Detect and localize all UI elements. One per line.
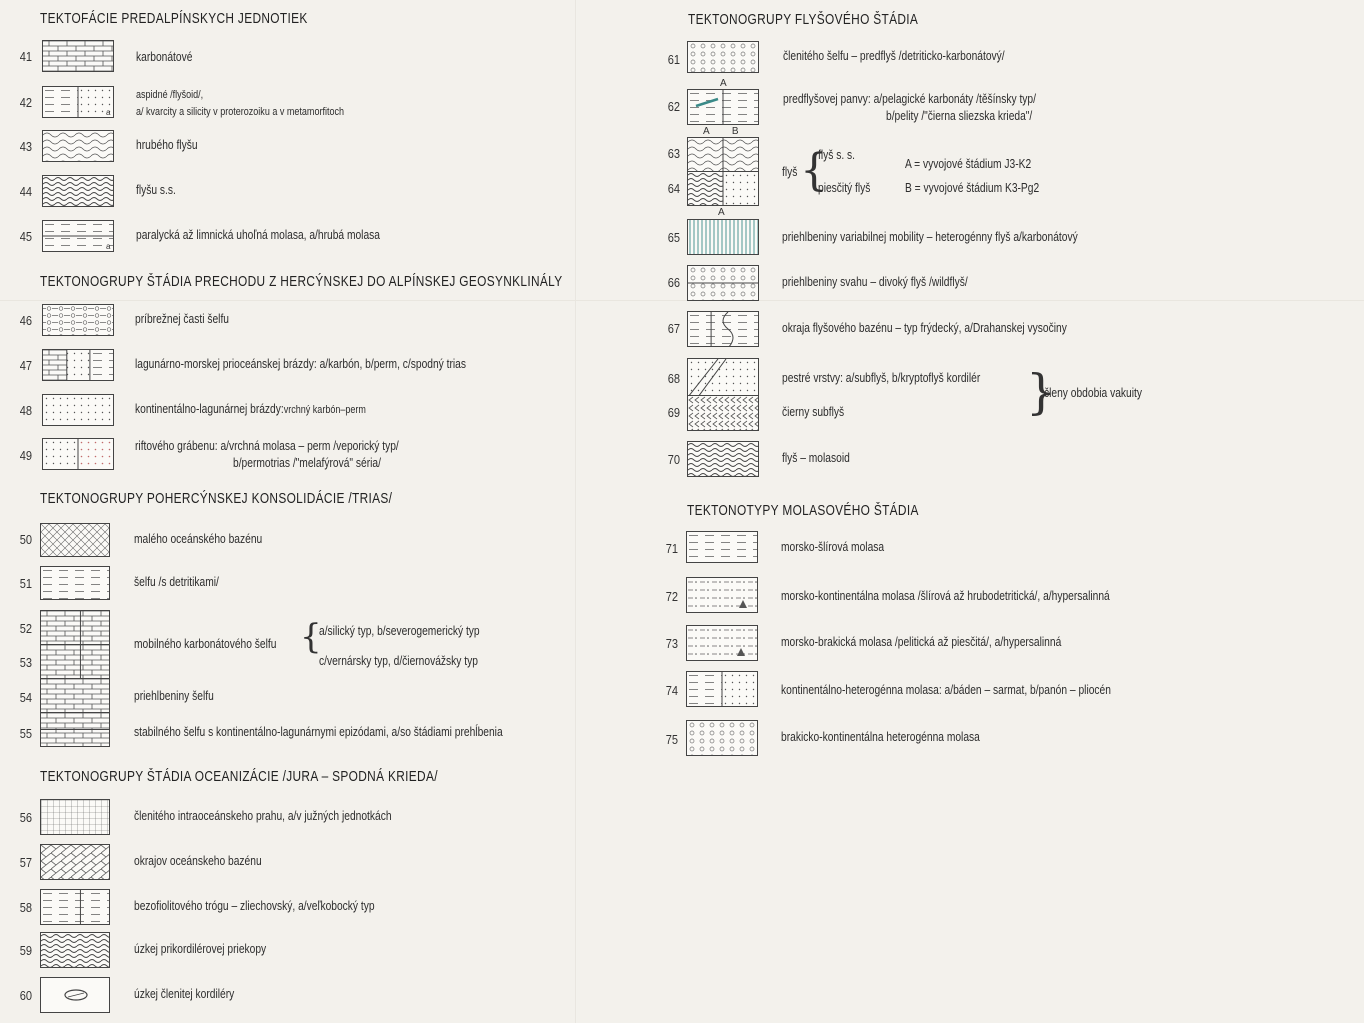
page-fold bbox=[575, 0, 577, 1023]
symbol-43 bbox=[42, 130, 114, 162]
legend-text-49-line1: riftového grábenu: a/vrchná molasa – perm /veporický typ/ bbox=[135, 439, 399, 453]
legend-text-59: úzkej prikordilérovej priekopy bbox=[134, 942, 267, 956]
legend-text-44: flyšu s.s. bbox=[136, 183, 176, 197]
legend-text-50: malého oceánského bazénu bbox=[134, 532, 263, 546]
legend-text-41: karbonátové bbox=[136, 50, 193, 64]
section-title-pohercynskej: TEKTONOGRUPY POHERCÝNSKEJ KONSOLIDÁCIE /TRIAS/ bbox=[40, 491, 393, 507]
legend-text-42-line1: aspidné /flyšoid/, bbox=[136, 89, 204, 101]
legend-num-57: 57 bbox=[19, 855, 32, 870]
symbol-75 bbox=[686, 720, 758, 756]
symbol-69 bbox=[687, 395, 759, 431]
legend-text-53: c/vernársky typ, d/čiernovážsky typ bbox=[319, 654, 478, 668]
symbol-51 bbox=[40, 566, 110, 600]
legend-num-52: 52 bbox=[19, 621, 32, 636]
legend-num-49: 49 bbox=[19, 448, 32, 463]
legend-text-vakuity: členy obdobia vakuity bbox=[1044, 386, 1143, 400]
legend-text-56: členitého intraoceánskeho prahu, a/v južných jednotkách bbox=[134, 809, 392, 823]
legend-text-68: pestré vrstvy: a/subflyš, b/kryptoflyš kordilér bbox=[782, 371, 981, 385]
legend-text-46: príbrežnej časti šelfu bbox=[135, 312, 230, 326]
legend-text-62-line2: b/pelity /"čierna sliezska krieda"/ bbox=[886, 109, 1033, 123]
legend-num-72: 72 bbox=[665, 589, 678, 604]
symbol-73 bbox=[686, 625, 758, 661]
symbol-59 bbox=[40, 932, 110, 968]
symbol-60 bbox=[40, 977, 110, 1013]
legend-text-61: členitého šelfu – predflyš /detriticko-karbonátový/ bbox=[783, 49, 1005, 63]
legend-text-58: bezofiolitového trógu – zliechovský, a/veľkobocký typ bbox=[134, 899, 375, 913]
legend-text-51: šelfu /s detritikami/ bbox=[134, 575, 219, 589]
legend-mark-ab: A B bbox=[703, 126, 739, 137]
legend-text-70: flyš – molasoid bbox=[782, 451, 850, 465]
legend-num-69: 69 bbox=[667, 405, 680, 420]
legend-num-56: 56 bbox=[19, 810, 32, 825]
legend-num-67: 67 bbox=[667, 321, 680, 336]
legend-text-48-sub: vrchný karbón–perm bbox=[283, 404, 366, 416]
legend-num-50: 50 bbox=[19, 532, 32, 547]
symbol-46 bbox=[42, 304, 114, 336]
symbol-58 bbox=[40, 889, 110, 925]
legend-num-44: 44 bbox=[19, 184, 32, 199]
legend-text-55: stabilného šelfu s kontinentálno-lagunárnymi epizódami, a/so štádiami prehĺbenia bbox=[134, 725, 503, 739]
legend-num-65: 65 bbox=[667, 230, 680, 245]
legend-text-49-line2: b/permotrias /"melafýrová" séria/ bbox=[233, 456, 381, 470]
legend-text-stage-b: B = vyvojové štádium K3-Pg2 bbox=[905, 181, 1040, 195]
section-title-tektofacie: TEKTOFÁCIE PREDALPÍNSKYCH JEDNOTIEK bbox=[40, 11, 308, 27]
legend-num-48: 48 bbox=[19, 403, 32, 418]
legend-text-57: okrajov oceánskeho bazénu bbox=[134, 854, 262, 868]
symbol-50 bbox=[40, 523, 110, 557]
legend-text-45: paralycká až limnická uhoľná molasa, a/hrubá molasa bbox=[136, 228, 380, 242]
section-title-prechod: TEKTONOGRUPY ŠTÁDIA PRECHODU Z HERCÝNSKEJ DO ALPÍNSKEJ GEOSYNKLINÁLY bbox=[40, 274, 563, 290]
legend-text-64: piesčitý flyš bbox=[818, 181, 871, 195]
legend-text-42-line2: a/ kvarcity a silicity v proterozoiku a v metamorfitoch bbox=[136, 106, 345, 118]
legend-text-43: hrubého flyšu bbox=[136, 138, 198, 152]
symbol-57 bbox=[40, 844, 110, 880]
symbol-45 bbox=[42, 220, 114, 252]
symbol-56 bbox=[40, 799, 110, 835]
legend-num-45: 45 bbox=[19, 229, 32, 244]
legend-text-60: úzkej členitej kordiléry bbox=[134, 987, 235, 1001]
symbol-47 bbox=[42, 349, 114, 381]
brace-vakuity: } bbox=[1026, 364, 1057, 420]
legend-num-61: 61 bbox=[667, 52, 680, 67]
legend-num-43: 43 bbox=[19, 139, 32, 154]
symbol-42 bbox=[42, 86, 114, 118]
legend-num-42: 42 bbox=[19, 95, 32, 110]
symbol-48 bbox=[42, 394, 114, 426]
legend-text-73: morsko-brakická molasa /pelitická až piesčitá/, a/hypersalinná bbox=[781, 635, 1062, 649]
section-title-molasoveho: TEKTONOTYPY MOLASOVÉHO ŠTÁDIA bbox=[687, 503, 919, 519]
symbol-63 bbox=[687, 137, 759, 172]
legend-num-47: 47 bbox=[19, 358, 32, 373]
legend-mark-a-65: A bbox=[718, 207, 725, 218]
legend-num-58: 58 bbox=[19, 900, 32, 915]
symbol-44 bbox=[42, 175, 114, 207]
legend-text-69: čierny subflyš bbox=[782, 405, 845, 419]
symbol-65 bbox=[687, 219, 759, 255]
section-title-oceanizacie: TEKTONOGRUPY ŠTÁDIA OCEANIZÁCIE /JURA – SPODNÁ KRIEDA/ bbox=[40, 769, 438, 785]
symbol-72 bbox=[686, 577, 758, 613]
legend-text-67: okraja flyšového bazénu – typ frýdecký, a/Drahanskej vysočiny bbox=[782, 321, 1067, 335]
brace-flys: { bbox=[800, 145, 828, 196]
symbol-41 bbox=[42, 40, 114, 72]
legend-num-62: 62 bbox=[667, 99, 680, 114]
legend-text-47: lagunárno-morskej prioceánskej brázdy: a/karbón, b/perm, c/spodný trias bbox=[135, 357, 467, 371]
legend-text-72: morsko-kontinentálna molasa /šlírová až hrubodetritická/, a/hypersalinná bbox=[781, 589, 1110, 603]
page-crease bbox=[0, 300, 1364, 301]
symbol-53 bbox=[40, 644, 110, 679]
legend-text-mobil: mobilného karbonátového šelfu bbox=[134, 637, 277, 651]
legend-text-stage-a: A = vyvojové štádium J3-K2 bbox=[905, 157, 1032, 171]
legend-text-48 bbox=[135, 401, 366, 418]
legend-text-65: priehlbeniny variabilnej mobility – heterogénny flyš a/karbonátový bbox=[782, 230, 1078, 244]
legend-num-63: 63 bbox=[667, 146, 680, 161]
symbol-67 bbox=[687, 311, 759, 347]
legend-num-73: 73 bbox=[665, 636, 678, 651]
symbol-64 bbox=[687, 171, 759, 206]
symbol-61 bbox=[687, 41, 759, 73]
svg-text:a: a bbox=[106, 242, 111, 251]
section-title-flysoveho: TEKTONOGRUPY FLYŠOVÉHO ŠTÁDIA bbox=[688, 12, 919, 28]
legend-text-54: priehlbeniny šelfu bbox=[134, 689, 214, 703]
legend-num-53: 53 bbox=[19, 655, 32, 670]
legend-text-48-main: kontinentálno-lagunárnej brázdy: bbox=[135, 402, 284, 416]
symbol-74 bbox=[686, 671, 758, 707]
symbol-62 bbox=[687, 89, 759, 125]
legend-text-71: morsko-šlírová molasa bbox=[781, 540, 885, 554]
legend-mark-a-62: A bbox=[720, 78, 727, 89]
legend-num-70: 70 bbox=[667, 452, 680, 467]
legend-num-68: 68 bbox=[667, 371, 680, 386]
legend-text-62-line1: predflyšovej panvy: a/pelagické karbonáty /těšínsky typ/ bbox=[783, 92, 1036, 106]
legend-num-54: 54 bbox=[19, 690, 32, 705]
legend-text-66: priehlbeniny svahu – divoký flyš /wildflyš/ bbox=[782, 275, 968, 289]
symbol-54 bbox=[40, 678, 110, 713]
symbol-71 bbox=[686, 531, 758, 563]
legend-num-75: 75 bbox=[665, 732, 678, 747]
legend-text-flys: flyš bbox=[782, 165, 798, 179]
symbol-52 bbox=[40, 610, 110, 645]
legend-text-74: kontinentálno-heterogénna molasa: a/báden – sarmat, b/panón – pliocén bbox=[781, 683, 1111, 697]
legend-text-75: brakicko-kontinentálna heterogénna molasa bbox=[781, 730, 980, 744]
legend-text-63: flyš s. s. bbox=[818, 148, 856, 162]
legend-num-74: 74 bbox=[665, 683, 678, 698]
symbol-66 bbox=[687, 265, 759, 301]
legend-num-46: 46 bbox=[19, 313, 32, 328]
legend-num-41: 41 bbox=[19, 49, 32, 64]
svg-text:a: a bbox=[106, 108, 111, 117]
legend-text-52: a/silický typ, b/severogemerický typ bbox=[319, 624, 480, 638]
brace-mobil: { bbox=[300, 617, 322, 657]
legend-num-59: 59 bbox=[19, 943, 32, 958]
legend-num-55: 55 bbox=[19, 726, 32, 741]
legend-num-66: 66 bbox=[667, 275, 680, 290]
symbol-70 bbox=[687, 441, 759, 477]
legend-num-71: 71 bbox=[665, 541, 678, 556]
symbol-55 bbox=[40, 712, 110, 747]
symbol-68 bbox=[687, 358, 759, 396]
symbol-49 bbox=[42, 438, 114, 470]
legend-num-51: 51 bbox=[19, 576, 32, 591]
legend-num-60: 60 bbox=[19, 988, 32, 1003]
legend-num-64: 64 bbox=[667, 181, 680, 196]
